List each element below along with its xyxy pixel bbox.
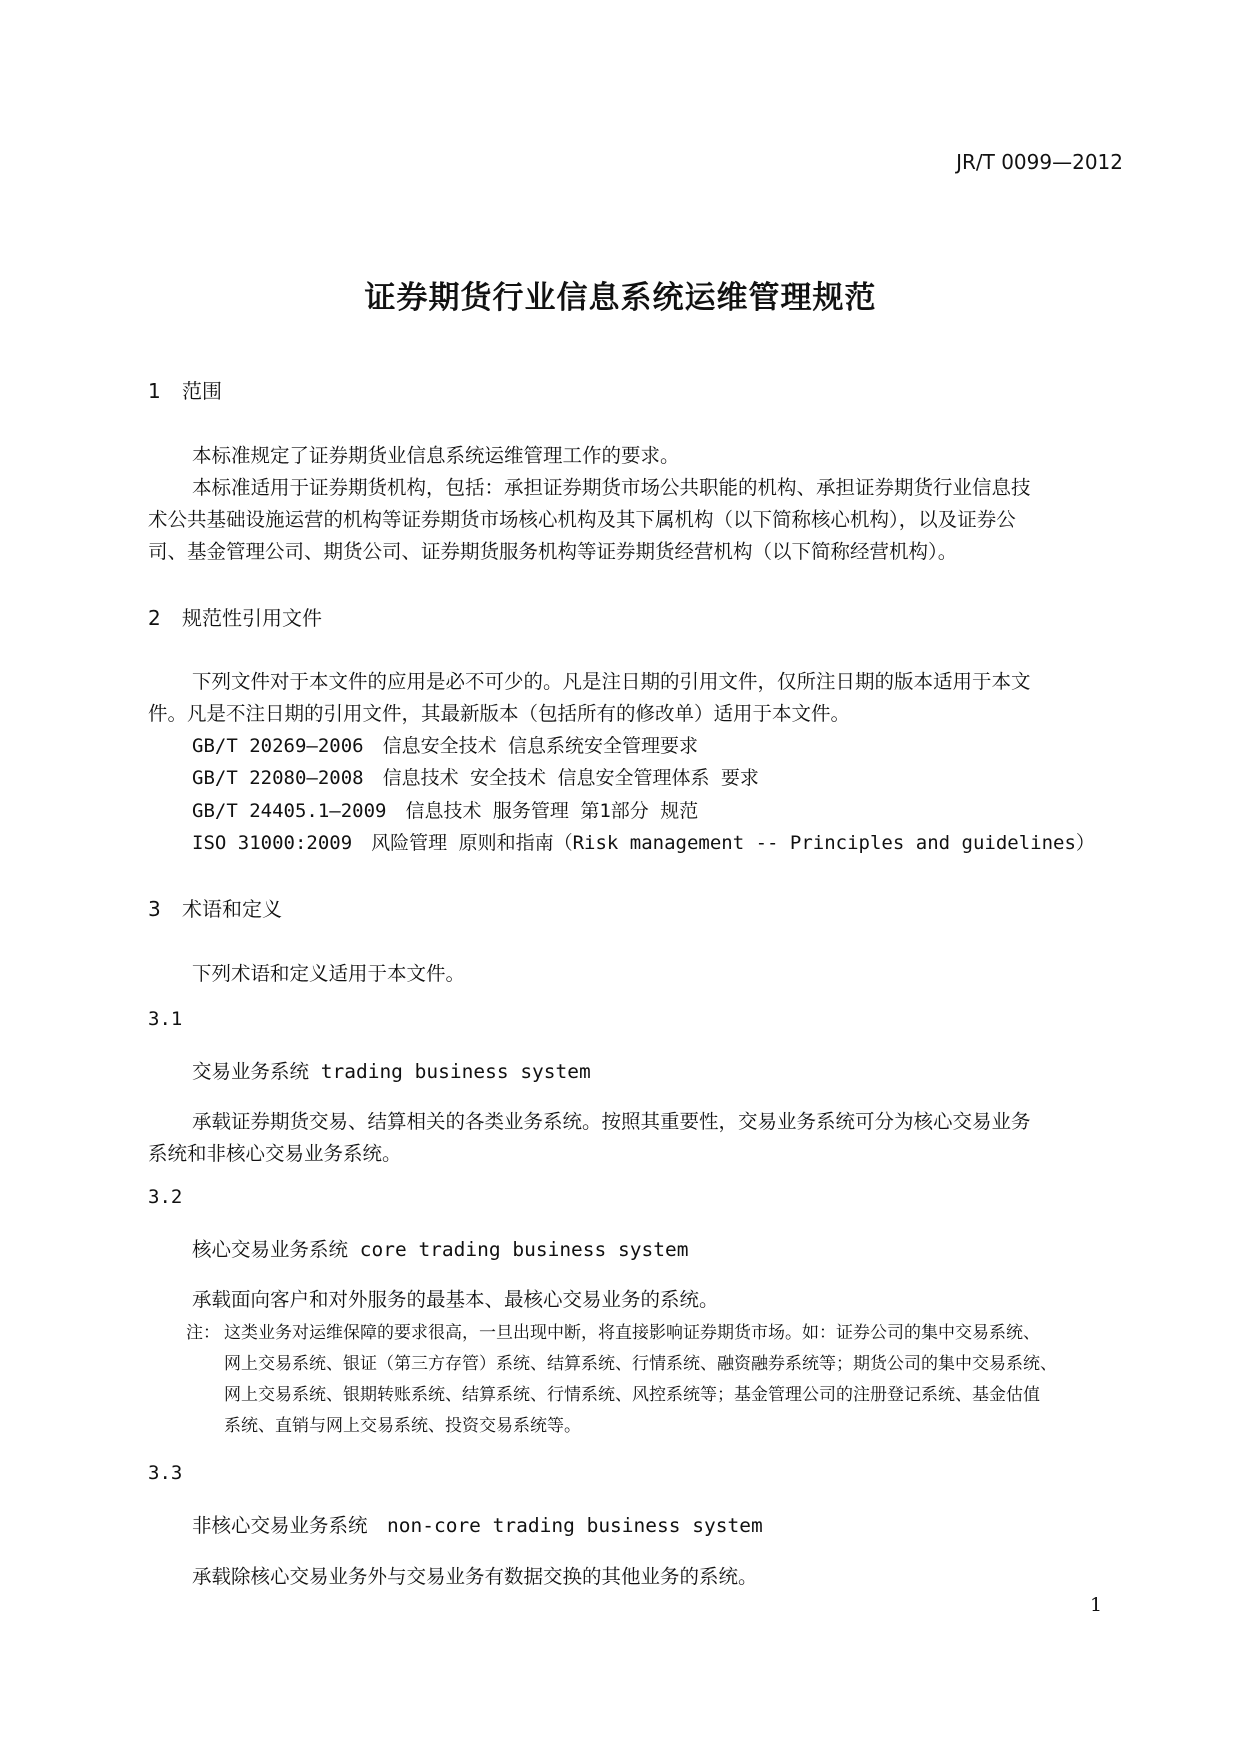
section-title: 规范性引用文件 [182, 606, 322, 630]
section-number: 3 [148, 897, 161, 921]
reference-item: ISO 31000:2009 风险管理 原则和指南（Risk management -- Principles and guidelines） [192, 832, 1095, 854]
term-title: 核心交易业务系统 core trading business system [192, 1238, 689, 1261]
section-number: 1 [148, 379, 161, 403]
note-line: 网上交易系统、银证（第三方存管）系统、结算系统、行情系统、融资融券系统等；期货公司的集中交易系统、 [224, 1354, 1057, 1374]
section-heading-scope [148, 375, 222, 404]
paragraph-line: 承载除核心交易业务外与交易业务有数据交换的其他业务的系统。 [192, 1565, 758, 1588]
paragraph-line: 术公共基础设施运营的机构等证券期货市场核心机构及其下属机构（以下简称核心机构），以及证券公 [148, 508, 1016, 531]
term-number: 3.3 [148, 1462, 183, 1484]
page-number: 1 [1090, 1594, 1103, 1616]
document-code: JR/T 0099—2012 [956, 150, 1123, 174]
section-title: 范围 [182, 379, 222, 403]
paragraph-line: 下列术语和定义适用于本文件。 [192, 962, 466, 985]
paragraph-line: 承载证券期货交易、结算相关的各类业务系统。按照其重要性，交易业务系统可分为核心交易业务 [192, 1110, 1031, 1133]
reference-item: GB/T 24405.1—2009 信息技术 服务管理 第1部分 规范 [192, 800, 699, 822]
section-title: 术语和定义 [182, 897, 282, 921]
term-number: 3.1 [148, 1008, 183, 1030]
document-title: 证券期货行业信息系统运维管理规范 [364, 280, 877, 316]
term-title: 非核心交易业务系统 non-core trading business system [192, 1514, 763, 1537]
paragraph-line: 承载面向客户和对外服务的最基本、最核心交易业务的系统。 [192, 1288, 719, 1311]
paragraph-line: 系统和非核心交易业务系统。 [148, 1142, 402, 1165]
section-heading-normative-references [148, 602, 322, 631]
note-line: 系统、直销与网上交易系统、投资交易系统等。 [224, 1416, 581, 1436]
reference-item: GB/T 22080—2008 信息技术 安全技术 信息安全管理体系 要求 [192, 767, 759, 789]
note-label: 注： [186, 1323, 220, 1343]
note-line: 这类业务对运维保障的要求很高，一旦出现中断，将直接影响证券期货市场。如：证券公司的集中交易系统、 [224, 1323, 1040, 1343]
paragraph-line: 件。凡是不注日期的引用文件，其最新版本（包括所有的修改单）适用于本文件。 [148, 702, 851, 725]
section-heading-terms-and-definitions [148, 893, 282, 922]
paragraph-line: 司、基金管理公司、期货公司、证券期货服务机构等证券期货经营机构（以下简称经营机构）。 [148, 540, 958, 563]
section-number: 2 [148, 606, 161, 630]
term-number: 3.2 [148, 1186, 183, 1208]
paragraph-line: 本标准规定了证券期货业信息系统运维管理工作的要求。 [192, 444, 680, 467]
paragraph-line: 本标准适用于证券期货机构，包括：承担证券期货市场公共职能的机构、承担证券期货行业信息技 [192, 476, 1031, 499]
paragraph-line: 下列文件对于本文件的应用是必不可少的。凡是注日期的引用文件，仅所注日期的版本适用于本文 [192, 670, 1031, 693]
note-line: 网上交易系统、银期转账系统、结算系统、行情系统、风控系统等；基金管理公司的注册登记系统、基金估值 [224, 1385, 1040, 1405]
term-title: 交易业务系统 trading business system [192, 1060, 591, 1083]
reference-item: GB/T 20269—2006 信息安全技术 信息系统安全管理要求 [192, 735, 699, 757]
